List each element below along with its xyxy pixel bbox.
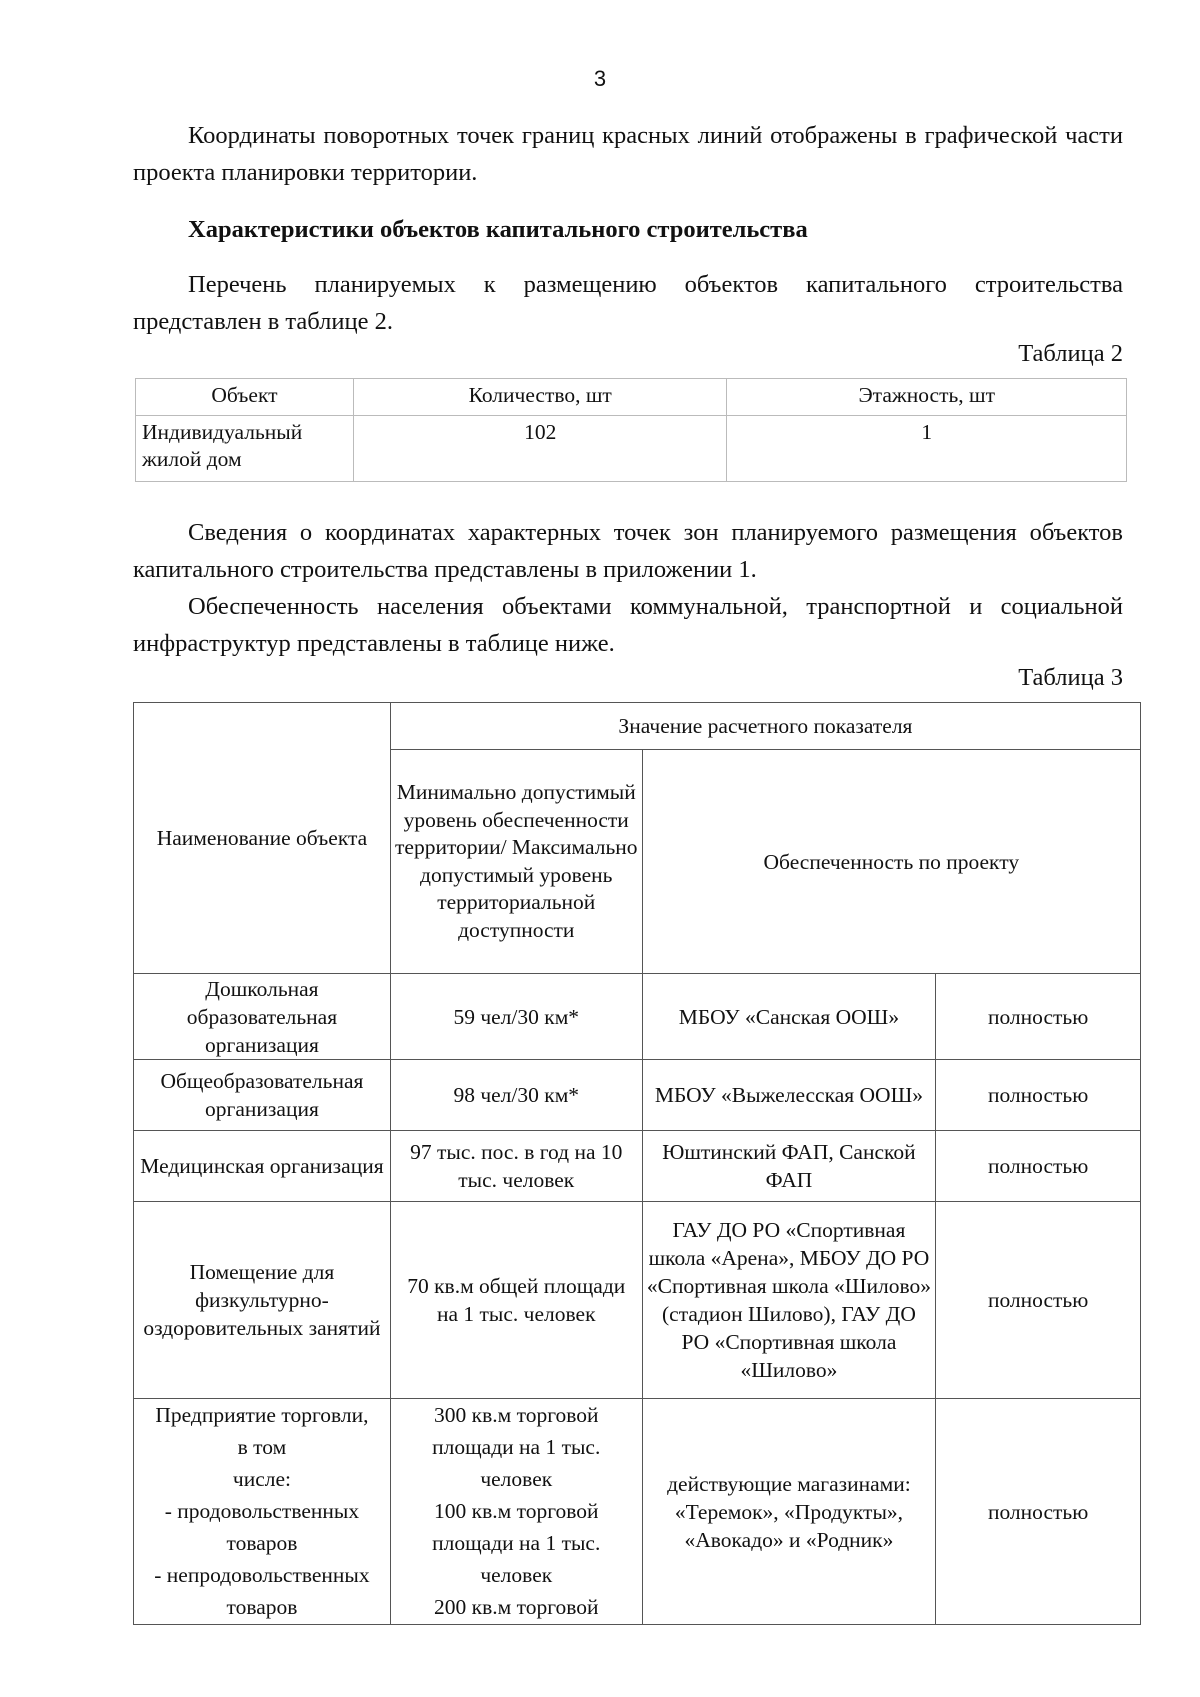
line: - непродовольственных — [154, 1563, 370, 1587]
line: человек — [480, 1563, 553, 1587]
table-row — [134, 1131, 1141, 1202]
table3-cell-name: Помещение для физкультурно-оздоровительных занятий — [134, 1202, 391, 1399]
table3-cell-status: полностью — [936, 1399, 1141, 1625]
table-row — [134, 1202, 1141, 1399]
table3-cell-name: Дошкольная образовательная организация — [134, 974, 391, 1060]
table3-cell-status: полностью — [936, 1060, 1141, 1131]
paragraph-coordinates: Сведения о координатах характерных точек зон планируемого размещения объектов капитального строительства представлены в приложении 1. — [133, 519, 1123, 583]
table2-cell-floors: 1 — [727, 416, 1127, 482]
table3-header-name: Наименование объекта — [134, 703, 391, 974]
table3-header-row-1 — [134, 703, 1141, 750]
table3-cell-status: полностью — [936, 974, 1141, 1060]
line: - продовольственных — [164, 1499, 360, 1523]
line: 100 кв.м торговой — [434, 1499, 599, 1523]
line: площади на 1 тыс. — [432, 1435, 601, 1459]
table-row — [134, 974, 1141, 1060]
table3-cell-name — [134, 1399, 391, 1625]
line: товаров — [226, 1595, 298, 1619]
table-row — [136, 416, 1127, 482]
line: числе: — [232, 1467, 291, 1491]
table-row — [134, 1399, 1141, 1625]
table3-cell-name: Общеобразовательная организация — [134, 1060, 391, 1131]
page-number: 3 — [593, 66, 607, 91]
table3-cell-min — [390, 1399, 642, 1625]
table2-caption: Таблица 2 — [1018, 340, 1123, 367]
table3-header-min-level: Минимально допустимый уровень обеспеченности территории/ Максимально допустимый уровень территориальной доступности — [390, 750, 642, 974]
table3-cell-name: Медицинская организация — [134, 1131, 391, 1202]
table3-cell-project: МБОУ «Выжелесская ООШ» — [642, 1060, 936, 1131]
table3-header-value: Значение расчетного показателя — [390, 703, 1140, 750]
paragraph-provision: Обеспеченность населения объектами коммунальной, транспортной и социальной инфраструктур представлены в таблице ниже. — [133, 593, 1123, 657]
table-row — [134, 1060, 1141, 1131]
table3-cell-project: ГАУ ДО РО «Спортивная школа «Арена», МБОУ ДО РО «Спортивная школа «Шилово» (стадион Шилово), ГАУ ДО РО «Спортивная школа «Шилово» — [642, 1202, 936, 1399]
table2-cell-count: 102 — [353, 416, 727, 482]
table3-cell-min: 59 чел/30 км* — [390, 974, 642, 1060]
line: в том — [237, 1435, 287, 1459]
paragraph-red-lines: Координаты поворотных точек границ красных линий отображены в графической части проекта планировки территории. — [133, 122, 1123, 186]
line: товаров — [226, 1531, 298, 1555]
table2-header-floors: Этажность, шт — [727, 379, 1127, 416]
line: человек — [480, 1467, 553, 1491]
table-2 — [135, 378, 1127, 482]
table2-cell-object: Индивидуальный жилой дом — [136, 416, 354, 482]
table2-header-count: Количество, шт — [353, 379, 727, 416]
section-heading: Характеристики объектов капитального строительства — [188, 216, 808, 243]
table2-header-object: Объект — [136, 379, 354, 416]
table3-caption: Таблица 3 — [1018, 664, 1123, 691]
table3-cell-status: полностью — [936, 1202, 1141, 1399]
table-3 — [133, 702, 1141, 1625]
table3-cell-project: МБОУ «Санская ООШ» — [642, 974, 936, 1060]
table3-cell-status: полностью — [936, 1131, 1141, 1202]
line: 200 кв.м торговой — [434, 1595, 599, 1619]
table3-cell-project: действующие магазинами: «Теремок», «Продукты», «Авокадо» и «Родник» — [642, 1399, 936, 1625]
table3-cell-min: 98 чел/30 км* — [390, 1060, 642, 1131]
line: площади на 1 тыс. — [432, 1531, 601, 1555]
table3-cell-min: 97 тыс. пос. в год на 10 тыс. человек — [390, 1131, 642, 1202]
table3-cell-min: 70 кв.м общей площади на 1 тыс. человек — [390, 1202, 642, 1399]
table2-header-row — [136, 379, 1127, 416]
line: Предприятие торговли, — [155, 1403, 369, 1427]
table3-cell-project: Юштинский ФАП, Санской ФАП — [642, 1131, 936, 1202]
table3-header-project: Обеспеченность по проекту — [642, 750, 1140, 974]
paragraph-table2-intro: Перечень планируемых к размещению объектов капитального строительства представлен в таблице 2. — [133, 271, 1123, 335]
line: 300 кв.м торговой — [434, 1403, 599, 1427]
